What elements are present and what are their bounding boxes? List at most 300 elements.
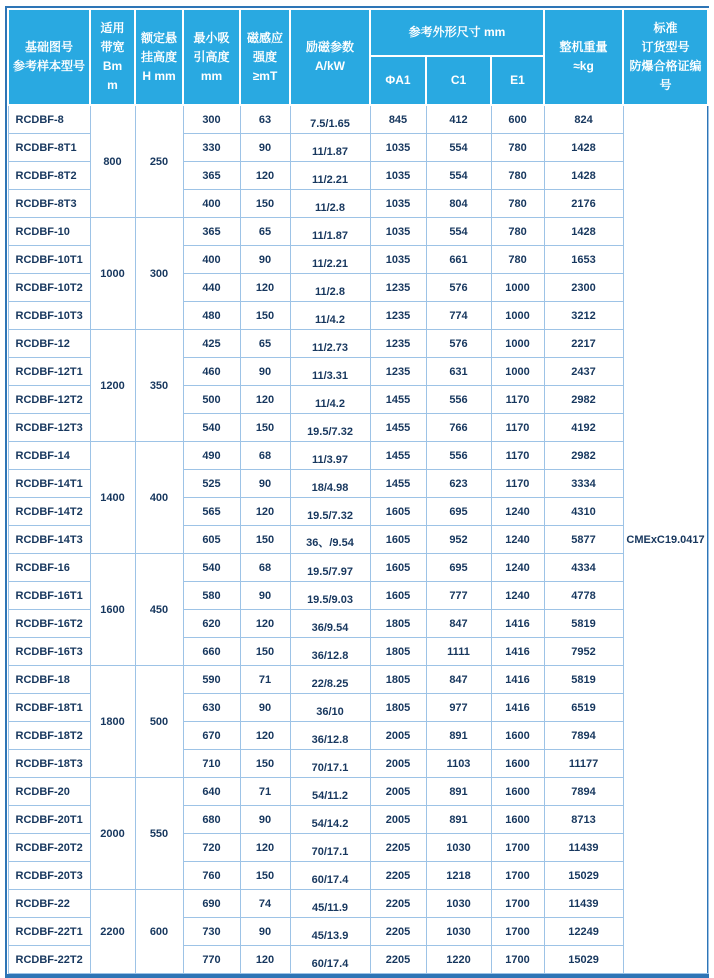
cell-magnetic: 150	[240, 750, 290, 778]
cell-dim-c1: 576	[426, 330, 491, 358]
cell-dim-a1: 1805	[370, 638, 426, 666]
cell-weight: 3334	[544, 470, 623, 498]
cell-model: RCDBF-16T1	[8, 582, 90, 610]
header-cell-min-attract	[183, 9, 240, 105]
cell-weight: 15029	[544, 862, 623, 890]
cell-height: 350	[135, 330, 183, 442]
cell-height: 550	[135, 778, 183, 890]
cell-dim-c1: 891	[426, 778, 491, 806]
cell-excitation: 11/2.8	[290, 190, 370, 218]
cell-dim-a1: 1235	[370, 358, 426, 386]
cell-magnetic: 150	[240, 302, 290, 330]
cell-dim-a1: 1455	[370, 414, 426, 442]
cell-model: RCDBF-8T3	[8, 190, 90, 218]
cell-min-attract: 330	[183, 134, 240, 162]
header-cell-standard	[623, 9, 708, 105]
header-cell-dim-e1: E1	[491, 56, 544, 105]
cell-dim-c1: 977	[426, 694, 491, 722]
cell-weight: 4310	[544, 498, 623, 526]
cell-dim-a1: 2005	[370, 806, 426, 834]
cell-magnetic: 90	[240, 582, 290, 610]
cell-dim-a1: 1035	[370, 190, 426, 218]
cell-weight: 2176	[544, 190, 623, 218]
cell-dim-e1: 1170	[491, 386, 544, 414]
cell-magnetic: 120	[240, 722, 290, 750]
header-label: 强度	[252, 49, 277, 64]
header-label: mm	[200, 68, 223, 83]
table-header	[8, 9, 708, 105]
cell-dim-a1: 1035	[370, 218, 426, 246]
cell-dim-e1: 1700	[491, 834, 544, 862]
cell-min-attract: 660	[183, 638, 240, 666]
header-cell-dimensions-group	[370, 9, 544, 56]
cell-excitation: 11/2.21	[290, 246, 370, 274]
header-label: 基础图号	[24, 40, 73, 54]
cell-dim-c1: 774	[426, 302, 491, 330]
cell-dim-c1: 891	[426, 722, 491, 750]
cell-magnetic: 150	[240, 190, 290, 218]
cell-model: RCDBF-8T2	[8, 162, 90, 190]
cell-min-attract: 365	[183, 218, 240, 246]
cell-dim-e1: 1000	[491, 358, 544, 386]
cell-weight: 2217	[544, 330, 623, 358]
cell-excitation: 11/4.2	[290, 386, 370, 414]
cell-dim-a1: 1805	[370, 694, 426, 722]
cell-magnetic: 65	[240, 330, 290, 358]
cell-magnetic: 120	[240, 162, 290, 190]
cell-dim-a1: 2205	[370, 834, 426, 862]
spec-table-page	[0, 6, 714, 970]
cell-magnetic: 90	[240, 918, 290, 946]
cell-height: 400	[135, 442, 183, 554]
cell-dim-c1: 554	[426, 134, 491, 162]
cell-min-attract: 640	[183, 778, 240, 806]
cell-model: RCDBF-16T3	[8, 638, 90, 666]
header-label: m	[107, 78, 118, 92]
cell-min-attract: 620	[183, 610, 240, 638]
cell-weight: 5819	[544, 666, 623, 694]
header-cell-model	[8, 9, 90, 105]
cell-weight: 2982	[544, 442, 623, 470]
cell-dim-e1: 780	[491, 134, 544, 162]
cell-dim-e1: 1000	[491, 274, 544, 302]
cell-min-attract: 770	[183, 946, 240, 974]
cell-dim-e1: 1700	[491, 918, 544, 946]
cell-dim-a1: 1605	[370, 554, 426, 582]
header-label: 额定悬	[140, 30, 177, 45]
cell-model: RCDBF-22	[8, 890, 90, 918]
spec-table	[7, 8, 709, 974]
cell-min-attract: 365	[183, 162, 240, 190]
cell-excitation: 54/11.2	[290, 778, 370, 806]
table-row	[8, 330, 708, 358]
cell-min-attract: 490	[183, 442, 240, 470]
cell-magnetic: 150	[240, 414, 290, 442]
cell-dim-a1: 2205	[370, 918, 426, 946]
cell-dim-c1: 1111	[426, 638, 491, 666]
cell-model: RCDBF-14	[8, 442, 90, 470]
cell-weight: 4778	[544, 582, 623, 610]
cell-dim-e1: 1700	[491, 946, 544, 974]
cell-excitation: 11/2.8	[290, 274, 370, 302]
cell-model: RCDBF-16T2	[8, 610, 90, 638]
cell-weight: 11439	[544, 834, 623, 862]
cell-excitation: 18/4.98	[290, 470, 370, 498]
cell-min-attract: 500	[183, 386, 240, 414]
cell-weight: 11177	[544, 750, 623, 778]
header-cell-dim-c1: C1	[426, 56, 491, 105]
cell-certificate: CMExC19.0417	[623, 105, 708, 974]
cell-min-attract: 540	[183, 554, 240, 582]
cell-dim-c1: 766	[426, 414, 491, 442]
cell-model: RCDBF-14T2	[8, 498, 90, 526]
cell-excitation: 60/17.4	[290, 946, 370, 974]
cell-dim-c1: 556	[426, 386, 491, 414]
cell-bandwidth: 800	[90, 105, 135, 218]
cell-dim-c1: 847	[426, 610, 491, 638]
cell-dim-e1: 1600	[491, 750, 544, 778]
cell-min-attract: 525	[183, 470, 240, 498]
header-label: 带宽	[100, 40, 125, 54]
cell-min-attract: 710	[183, 750, 240, 778]
cell-dim-e1: 1240	[491, 526, 544, 554]
cell-dim-a1: 2205	[370, 946, 426, 974]
cell-model: RCDBF-16	[8, 554, 90, 582]
cell-min-attract: 565	[183, 498, 240, 526]
cell-bandwidth: 2200	[90, 890, 135, 974]
cell-excitation: 19.5/7.97	[290, 554, 370, 582]
table-row	[8, 778, 708, 806]
cell-excitation: 7.5/1.65	[290, 105, 370, 134]
cell-excitation: 36/12.8	[290, 638, 370, 666]
cell-min-attract: 690	[183, 890, 240, 918]
cell-model: RCDBF-22T1	[8, 918, 90, 946]
cell-excitation: 11/1.87	[290, 134, 370, 162]
cell-bandwidth: 1800	[90, 666, 135, 778]
spec-table-frame	[5, 6, 709, 978]
table-row	[8, 890, 708, 918]
header-label: ≥mT	[252, 68, 278, 83]
cell-min-attract: 730	[183, 918, 240, 946]
cell-model: RCDBF-12T1	[8, 358, 90, 386]
cell-min-attract: 605	[183, 526, 240, 554]
cell-dim-a1: 1035	[370, 162, 426, 190]
cell-dim-c1: 1218	[426, 862, 491, 890]
cell-magnetic: 71	[240, 666, 290, 694]
cell-dim-a1: 1035	[370, 246, 426, 274]
cell-excitation: 70/17.1	[290, 834, 370, 862]
cell-model: RCDBF-12T3	[8, 414, 90, 442]
cell-dim-e1: 780	[491, 162, 544, 190]
cell-dim-c1: 1030	[426, 890, 491, 918]
cell-dim-e1: 1416	[491, 638, 544, 666]
cell-dim-a1: 2005	[370, 750, 426, 778]
cell-dim-c1: 1030	[426, 834, 491, 862]
header-label: 最小吸	[193, 30, 230, 45]
cell-dim-a1: 2005	[370, 778, 426, 806]
cell-dim-a1: 1235	[370, 302, 426, 330]
cell-magnetic: 63	[240, 105, 290, 134]
table-body	[8, 105, 708, 974]
cell-min-attract: 670	[183, 722, 240, 750]
cell-dim-e1: 780	[491, 190, 544, 218]
cell-excitation: 45/13.9	[290, 918, 370, 946]
cell-magnetic: 90	[240, 358, 290, 386]
cell-dim-c1: 554	[426, 162, 491, 190]
cell-excitation: 11/1.87	[290, 218, 370, 246]
header-cell-weight	[544, 9, 623, 105]
header-cell-excitation	[290, 9, 370, 105]
header-cell-bandwidth	[90, 9, 135, 105]
cell-dim-e1: 1170	[491, 414, 544, 442]
cell-dim-c1: 554	[426, 218, 491, 246]
cell-height: 300	[135, 218, 183, 330]
cell-magnetic: 150	[240, 862, 290, 890]
cell-magnetic: 68	[240, 442, 290, 470]
cell-dim-e1: 600	[491, 105, 544, 134]
cell-dim-a1: 2205	[370, 890, 426, 918]
cell-dim-c1: 1030	[426, 918, 491, 946]
cell-magnetic: 74	[240, 890, 290, 918]
cell-magnetic: 120	[240, 946, 290, 974]
cell-model: RCDBF-12T2	[8, 386, 90, 414]
cell-excitation: 22/8.25	[290, 666, 370, 694]
cell-model: RCDBF-18T1	[8, 694, 90, 722]
cell-excitation: 36/10	[290, 694, 370, 722]
table-row	[8, 105, 708, 134]
cell-model: RCDBF-10	[8, 218, 90, 246]
cell-dim-e1: 780	[491, 218, 544, 246]
cell-model: RCDBF-10T2	[8, 274, 90, 302]
header-label: A/kW	[315, 59, 345, 73]
cell-magnetic: 65	[240, 218, 290, 246]
cell-dim-c1: 631	[426, 358, 491, 386]
table-row	[8, 218, 708, 246]
cell-excitation: 54/14.2	[290, 806, 370, 834]
cell-bandwidth: 1200	[90, 330, 135, 442]
cell-min-attract: 580	[183, 582, 240, 610]
header-label: 磁感应	[246, 30, 283, 45]
cell-dim-a1: 1605	[370, 498, 426, 526]
cell-dim-c1: 1220	[426, 946, 491, 974]
cell-dim-e1: 780	[491, 246, 544, 274]
cell-model: RCDBF-20	[8, 778, 90, 806]
header-label: 励磁参数	[305, 40, 354, 54]
cell-magnetic: 150	[240, 638, 290, 666]
cell-min-attract: 720	[183, 834, 240, 862]
cell-dim-a1: 1235	[370, 330, 426, 358]
cell-dim-a1: 1235	[370, 274, 426, 302]
cell-dim-e1: 1000	[491, 302, 544, 330]
cell-dim-c1: 891	[426, 806, 491, 834]
cell-excitation: 36/12.8	[290, 722, 370, 750]
cell-dim-c1: 556	[426, 442, 491, 470]
cell-model: RCDBF-20T1	[8, 806, 90, 834]
cell-model: RCDBF-20T3	[8, 862, 90, 890]
cell-weight: 824	[544, 105, 623, 134]
cell-bandwidth: 1600	[90, 554, 135, 666]
cell-min-attract: 480	[183, 302, 240, 330]
cell-dim-e1: 1170	[491, 442, 544, 470]
cell-weight: 11439	[544, 890, 623, 918]
header-label: 挂高度	[140, 49, 177, 64]
header-label: 引高度	[193, 49, 230, 64]
cell-excitation: 19.5/7.32	[290, 414, 370, 442]
cell-excitation: 11/2.73	[290, 330, 370, 358]
cell-dim-c1: 412	[426, 105, 491, 134]
cell-weight: 5877	[544, 526, 623, 554]
cell-model: RCDBF-18T3	[8, 750, 90, 778]
cell-dim-a1: 1805	[370, 666, 426, 694]
cell-weight: 1428	[544, 162, 623, 190]
table-row	[8, 554, 708, 582]
cell-excitation: 60/17.4	[290, 862, 370, 890]
header-cell-height	[135, 9, 183, 105]
cell-excitation: 36、/9.54	[290, 526, 370, 554]
cell-weight: 4192	[544, 414, 623, 442]
cell-dim-c1: 695	[426, 554, 491, 582]
cell-dim-a1: 2005	[370, 722, 426, 750]
cell-model: RCDBF-12	[8, 330, 90, 358]
cell-model: RCDBF-14T1	[8, 470, 90, 498]
cell-min-attract: 300	[183, 105, 240, 134]
header-label: 适用	[100, 21, 125, 35]
cell-dim-a1: 1455	[370, 386, 426, 414]
cell-bandwidth: 1000	[90, 218, 135, 330]
cell-min-attract: 400	[183, 190, 240, 218]
cell-weight: 2982	[544, 386, 623, 414]
cell-height: 250	[135, 105, 183, 218]
cell-model: RCDBF-10T3	[8, 302, 90, 330]
cell-height: 450	[135, 554, 183, 666]
cell-bandwidth: 2000	[90, 778, 135, 890]
cell-min-attract: 540	[183, 414, 240, 442]
cell-dim-a1: 1605	[370, 582, 426, 610]
cell-magnetic: 90	[240, 470, 290, 498]
cell-model: RCDBF-8	[8, 105, 90, 134]
cell-weight: 2437	[544, 358, 623, 386]
cell-magnetic: 120	[240, 498, 290, 526]
cell-dim-c1: 576	[426, 274, 491, 302]
cell-min-attract: 440	[183, 274, 240, 302]
cell-dim-a1: 1035	[370, 134, 426, 162]
cell-min-attract: 425	[183, 330, 240, 358]
cell-weight: 7952	[544, 638, 623, 666]
cell-dim-a1: 845	[370, 105, 426, 134]
cell-weight: 7894	[544, 722, 623, 750]
cell-model: RCDBF-14T3	[8, 526, 90, 554]
cell-dim-c1: 661	[426, 246, 491, 274]
cell-magnetic: 120	[240, 274, 290, 302]
header-cell-dim-a1: ΦA1	[370, 56, 426, 105]
table-row	[8, 666, 708, 694]
cell-min-attract: 400	[183, 246, 240, 274]
cell-dim-c1: 952	[426, 526, 491, 554]
cell-magnetic: 120	[240, 610, 290, 638]
cell-excitation: 11/4.2	[290, 302, 370, 330]
cell-dim-a1: 1455	[370, 442, 426, 470]
header-label: 参考外形尺寸 mm	[408, 25, 506, 39]
cell-excitation: 70/17.1	[290, 750, 370, 778]
cell-excitation: 19.5/9.03	[290, 582, 370, 610]
cell-dim-e1: 1416	[491, 694, 544, 722]
header-label: 标准	[653, 21, 678, 35]
cell-weight: 7894	[544, 778, 623, 806]
cell-dim-a1: 1605	[370, 526, 426, 554]
header-label: 整机重量	[559, 40, 608, 54]
cell-height: 500	[135, 666, 183, 778]
cell-dim-a1: 2205	[370, 862, 426, 890]
cell-model: RCDBF-20T2	[8, 834, 90, 862]
cell-min-attract: 590	[183, 666, 240, 694]
cell-weight: 15029	[544, 946, 623, 974]
header-label: H mm	[142, 68, 176, 83]
cell-dim-e1: 1416	[491, 666, 544, 694]
cell-dim-e1: 1600	[491, 722, 544, 750]
cell-magnetic: 90	[240, 806, 290, 834]
cell-min-attract: 760	[183, 862, 240, 890]
cell-magnetic: 90	[240, 246, 290, 274]
cell-weight: 12249	[544, 918, 623, 946]
cell-excitation: 11/2.21	[290, 162, 370, 190]
cell-magnetic: 71	[240, 778, 290, 806]
header-cell-magnetic	[240, 9, 290, 105]
cell-dim-e1: 1600	[491, 806, 544, 834]
cell-excitation: 11/3.97	[290, 442, 370, 470]
cell-bandwidth: 1400	[90, 442, 135, 554]
cell-excitation: 36/9.54	[290, 610, 370, 638]
cell-dim-e1: 1700	[491, 890, 544, 918]
header-label: 防爆合格证编号	[629, 59, 702, 92]
cell-model: RCDBF-8T1	[8, 134, 90, 162]
cell-dim-e1: 1700	[491, 862, 544, 890]
cell-weight: 1428	[544, 134, 623, 162]
header-label: Bm	[102, 59, 123, 73]
cell-min-attract: 630	[183, 694, 240, 722]
cell-dim-e1: 1170	[491, 470, 544, 498]
cell-dim-c1: 1103	[426, 750, 491, 778]
cell-dim-e1: 1240	[491, 582, 544, 610]
cell-model: RCDBF-18T2	[8, 722, 90, 750]
cell-min-attract: 680	[183, 806, 240, 834]
cell-magnetic: 120	[240, 834, 290, 862]
cell-dim-e1: 1416	[491, 610, 544, 638]
cell-excitation: 45/11.9	[290, 890, 370, 918]
cell-model: RCDBF-18	[8, 666, 90, 694]
cell-dim-e1: 1000	[491, 330, 544, 358]
cell-magnetic: 68	[240, 554, 290, 582]
cell-dim-e1: 1240	[491, 554, 544, 582]
cell-dim-a1: 1805	[370, 610, 426, 638]
cell-height: 600	[135, 890, 183, 974]
cell-weight: 4334	[544, 554, 623, 582]
cell-weight: 1428	[544, 218, 623, 246]
cell-dim-e1: 1240	[491, 498, 544, 526]
cell-dim-e1: 1600	[491, 778, 544, 806]
cell-magnetic: 150	[240, 526, 290, 554]
header-label: ≈kg	[573, 59, 594, 73]
cell-weight: 6519	[544, 694, 623, 722]
cell-weight: 8713	[544, 806, 623, 834]
cell-weight: 5819	[544, 610, 623, 638]
cell-dim-c1: 777	[426, 582, 491, 610]
cell-min-attract: 460	[183, 358, 240, 386]
cell-model: RCDBF-22T2	[8, 946, 90, 974]
cell-weight: 1653	[544, 246, 623, 274]
cell-dim-c1: 623	[426, 470, 491, 498]
cell-magnetic: 120	[240, 386, 290, 414]
cell-dim-c1: 847	[426, 666, 491, 694]
